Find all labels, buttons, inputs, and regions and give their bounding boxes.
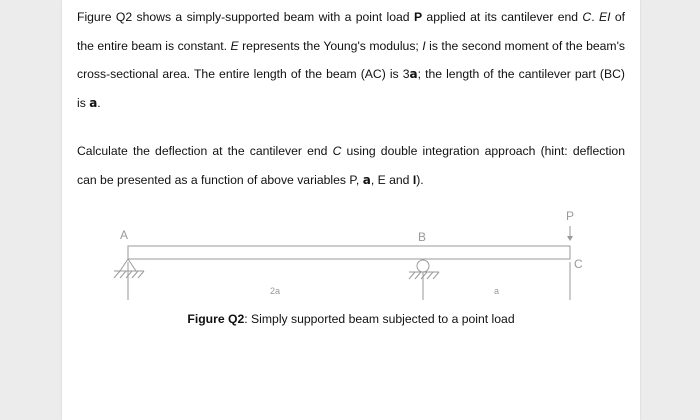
pin-support-a	[114, 259, 144, 278]
text-run: applied at its cantilever end	[422, 10, 583, 24]
label-p: P	[566, 209, 575, 223]
load-symbol-p: P	[413, 10, 423, 24]
figure-caption	[62, 312, 640, 326]
symbol-i: I	[412, 172, 417, 187]
text-run: Calculate the deflection at the cantilever end	[77, 144, 333, 158]
document-page	[62, 0, 640, 420]
dimension-label-2a: 2a	[270, 286, 281, 296]
label-a: A	[120, 228, 129, 242]
text-run: using double integration approach (hint: deflection can be presented as a function of above variables P,	[77, 144, 625, 187]
caption-text: : Simply supported beam subjected to a point load	[244, 312, 515, 326]
symbol-ei: EI	[598, 10, 611, 24]
roller-support-b	[409, 260, 439, 279]
text-run: represents the Young's modulus;	[238, 38, 423, 53]
symbol-e: E	[230, 38, 239, 53]
label-b: B	[418, 230, 427, 244]
text-run: , E and	[370, 172, 413, 187]
text-run: ; the length of the cantilever part (BC) is	[77, 67, 625, 110]
text-run: of the entire beam is constant.	[77, 10, 625, 53]
load-arrow-head	[567, 236, 573, 241]
label-c: C	[574, 257, 583, 271]
text-run: .	[591, 10, 599, 24]
text-run: ).	[416, 172, 424, 187]
text-run: .	[97, 95, 101, 110]
beam	[128, 246, 570, 259]
caption-prefix: Figure Q2	[187, 312, 245, 326]
text-run: is the second moment of the beam's cross-sectional area. The entire length of the beam (AC) is 3	[77, 38, 625, 81]
symbol-a: a	[89, 95, 98, 110]
symbol-a: a	[409, 67, 418, 81]
point-symbol-c: C	[332, 144, 342, 158]
beam-diagram	[62, 0, 640, 420]
point-symbol-c: C	[582, 10, 592, 24]
dimension-label-a: a	[494, 286, 500, 296]
symbol-i: I	[422, 38, 426, 53]
symbol-a: a	[362, 172, 371, 187]
text-run: Figure Q2 shows a simply-supported beam with a point load	[77, 10, 414, 24]
